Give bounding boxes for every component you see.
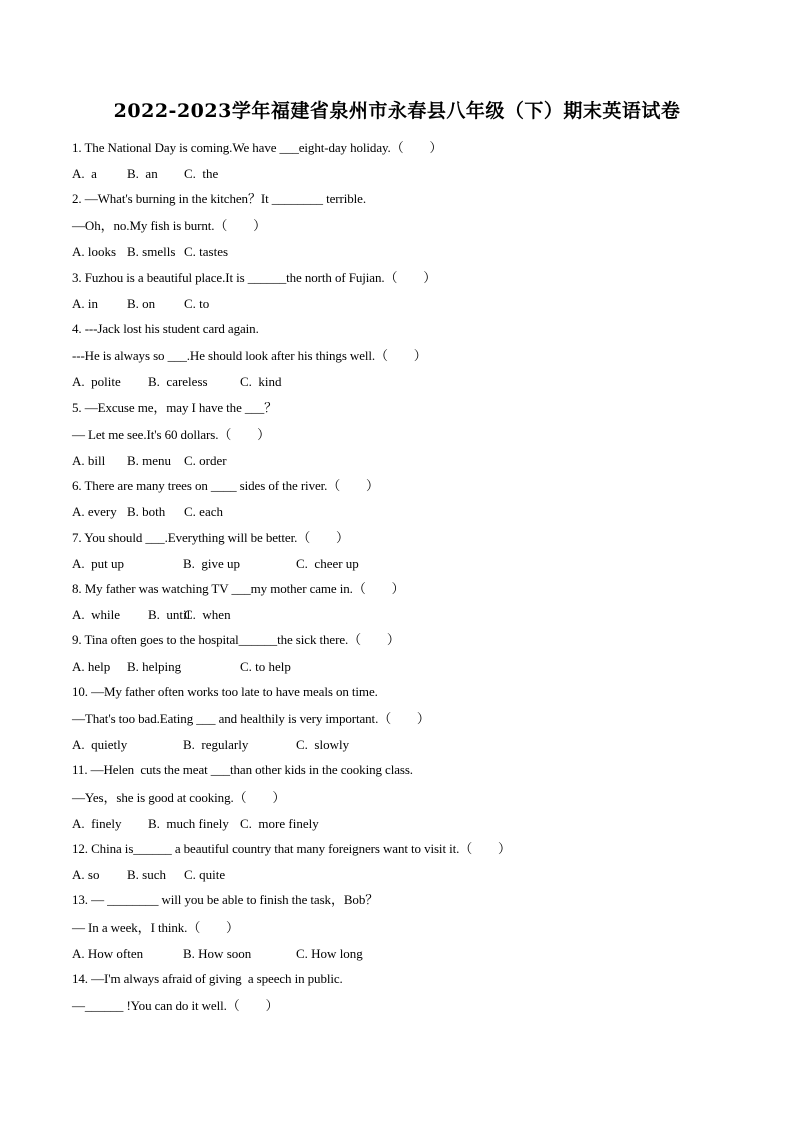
question-1-option-b: B. an xyxy=(127,166,158,181)
question-5-option-b: B. menu xyxy=(127,453,172,468)
question-9-option-b: B. helping xyxy=(127,659,182,674)
question-5-line-2: — Let me see.It's 60 dollars.（ ） xyxy=(72,427,270,442)
question-3-option-a: A. in xyxy=(72,296,98,311)
question-7-options xyxy=(72,556,472,572)
question-8-option-c: C. when xyxy=(184,607,231,622)
question-2-option-c: C. tastes xyxy=(184,244,229,259)
question-1-option-c: C. the xyxy=(184,166,219,181)
question-2-line-2: —Oh，no.My fish is burnt.（ ） xyxy=(72,218,267,233)
question-11-line-1: 11. —Helen cuts the meat ___than other kids in the cooking class. xyxy=(72,762,413,777)
question-5-option-a: A. bill xyxy=(72,453,106,468)
question-2-line-1: 2. —What's burning in the kitchen？It ________ terrible. xyxy=(72,191,366,206)
question-4-option-b: B. careless xyxy=(148,374,208,389)
question-3-option-c: C. to xyxy=(184,296,210,311)
question-10-option-c: C. slowly xyxy=(296,737,350,752)
question-4-line-1: 4. ---Jack lost his student card again. xyxy=(72,321,259,336)
question-10-line-1: 10. —My father often works too late to have meals on time. xyxy=(72,684,378,699)
question-12-line-1: 12. China is______ a beautiful country that many foreigners want to visit it.（ ） xyxy=(72,841,511,856)
question-11-option-a: A. finely xyxy=(72,816,122,831)
question-4-line-2: ---He is always so ___.He should look after his things well.（ ） xyxy=(72,348,427,363)
question-3-options xyxy=(72,296,472,312)
question-10-option-a: A. quietly xyxy=(72,737,128,752)
question-12-option-a: A. so xyxy=(72,867,100,882)
question-5-option-c: C. order xyxy=(184,453,227,468)
question-14-line-2: —______ !You can do it well.（ ） xyxy=(72,998,279,1013)
question-6-option-a: A. every xyxy=(72,504,117,519)
question-11-option-b: B. much finely xyxy=(148,816,229,831)
question-2-option-a: A. looks xyxy=(72,244,117,259)
question-8-options xyxy=(72,607,472,623)
question-13-option-a: A. How often xyxy=(72,946,144,961)
question-13-option-c: C. How long xyxy=(296,946,363,961)
question-11-options xyxy=(72,816,472,832)
question-3-line-1: 3. Fuzhou is a beautiful place.It is ______the north of Fujian.（ ） xyxy=(72,270,437,285)
question-13-option-b: B. How soon xyxy=(183,946,252,961)
question-13-line-1: 13. — ________ will you be able to finish the task，Bob？ xyxy=(72,892,379,907)
question-6-option-b: B. both xyxy=(127,504,166,519)
question-8-option-b: B. until xyxy=(148,607,191,622)
question-10-options xyxy=(72,737,472,753)
question-7-option-a: A. put up xyxy=(72,556,124,571)
question-1-line-1: 1. The National Day is coming.We have ___eight-day holiday.（ ） xyxy=(72,140,443,155)
question-1-option-a: A. a xyxy=(72,166,97,181)
question-9-line-1: 9. Tina often goes to the hospital______the sick there.（ ） xyxy=(72,632,400,647)
question-12-option-b: B. such xyxy=(127,867,166,882)
question-5-line-1: 5. —Excuse me，may I have the ___？ xyxy=(72,400,278,415)
question-10-option-b: B. regularly xyxy=(183,737,249,752)
question-3-option-b: B. on xyxy=(127,296,156,311)
question-13-options xyxy=(72,946,472,962)
question-7-option-c: C. cheer up xyxy=(296,556,359,571)
question-8-line-1: 8. My father was watching TV ___my mother came in.（ ） xyxy=(72,581,405,596)
question-2-option-b: B. smells xyxy=(127,244,176,259)
question-12-options xyxy=(72,867,472,883)
question-11-option-c: C. more finely xyxy=(240,816,319,831)
question-6-options xyxy=(72,504,472,520)
question-4-options xyxy=(72,374,472,390)
question-4-option-a: A. polite xyxy=(72,374,121,389)
question-6-line-1: 6. There are many trees on ____ sides of the river.（ ） xyxy=(72,478,379,493)
question-4-option-c: C. kind xyxy=(240,374,282,389)
question-14-line-1: 14. —I'm always afraid of giving a speech in public. xyxy=(72,971,343,986)
question-5-options xyxy=(72,453,472,469)
question-2-options xyxy=(72,244,472,260)
question-7-option-b: B. give up xyxy=(183,556,241,571)
question-9-option-a: A. help xyxy=(72,659,111,674)
question-13-line-2: — In a week，I think.（ ） xyxy=(72,920,239,935)
question-9-options xyxy=(72,659,472,675)
question-11-line-2: —Yes，she is good at cooking.（ ） xyxy=(72,790,286,805)
question-7-line-1: 7. You should ___.Everything will be better.（ ） xyxy=(72,530,349,545)
question-1-options xyxy=(72,166,472,182)
question-9-option-c: C. to help xyxy=(240,659,291,674)
question-8-option-a: A. while xyxy=(72,607,121,622)
question-12-option-c: C. quite xyxy=(184,867,226,882)
question-10-line-2: —That's too bad.Eating ___ and healthily is very important.（ ） xyxy=(72,711,430,726)
question-6-option-c: C. each xyxy=(184,504,223,519)
page-title: 2022-2023学年福建省泉州市永春县八年级（下）期末英语试卷 xyxy=(113,100,681,122)
